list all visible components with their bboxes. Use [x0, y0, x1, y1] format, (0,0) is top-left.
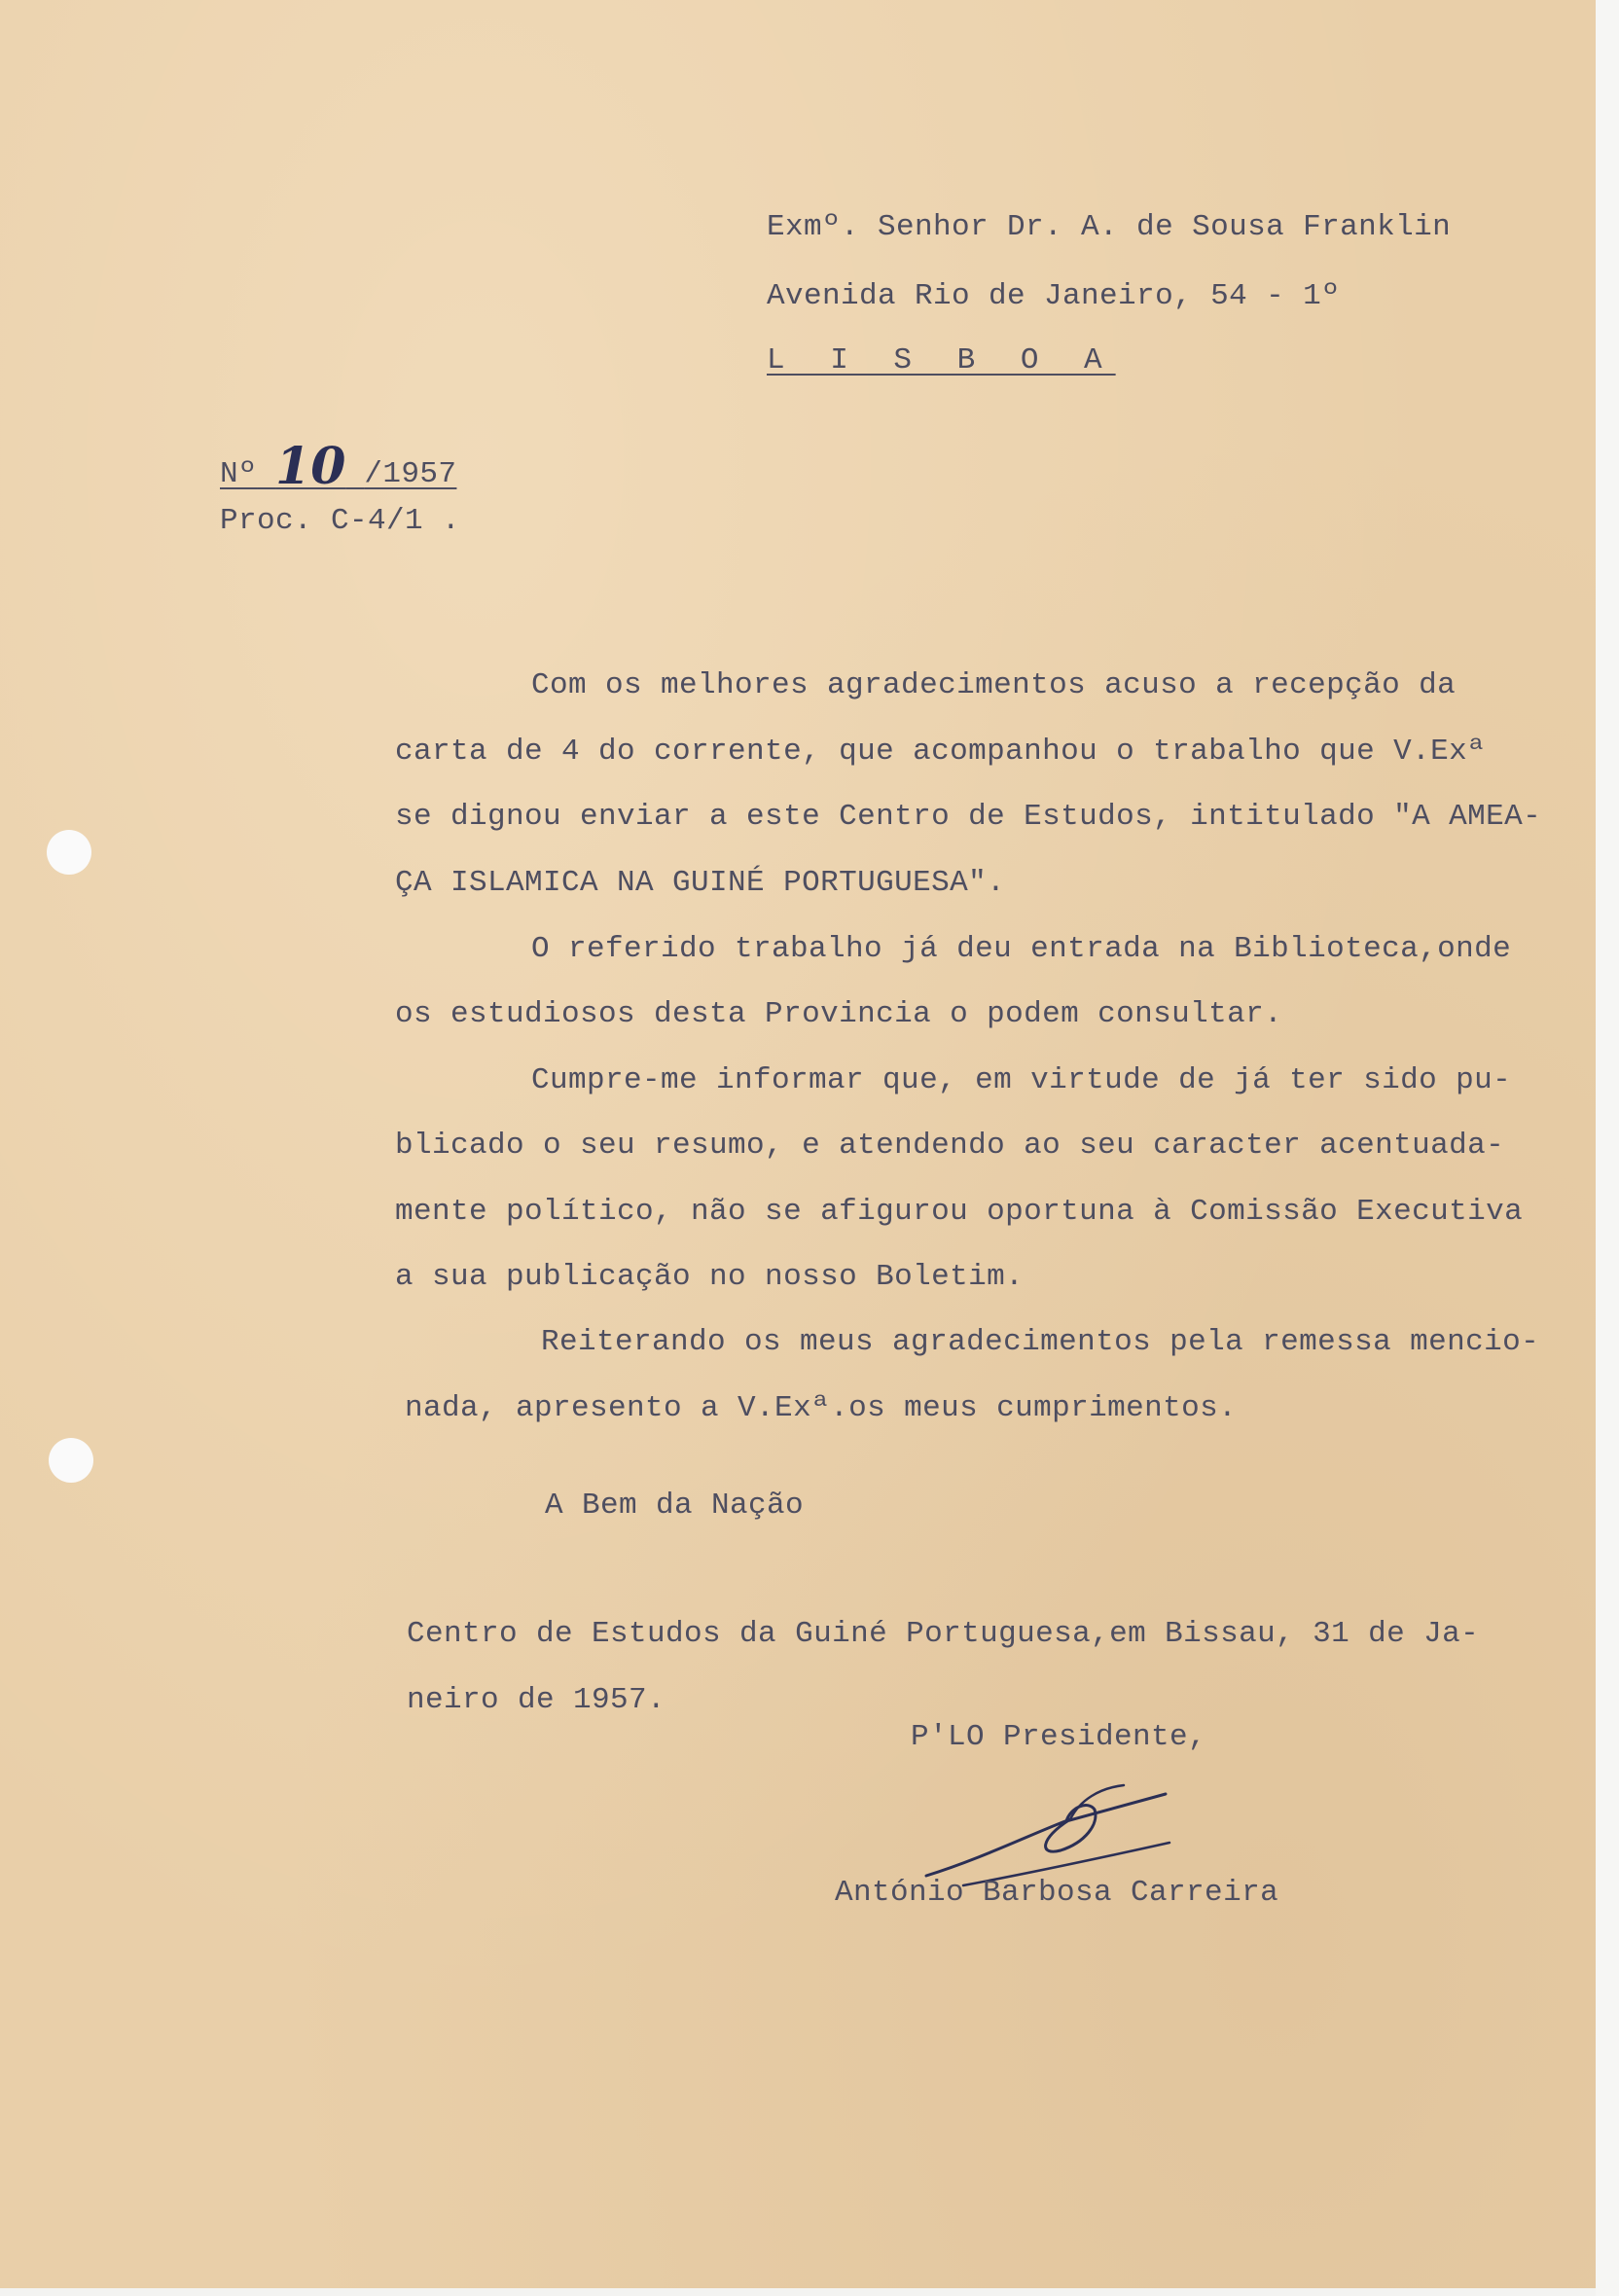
body-line: a sua publicação no nosso Boletim.: [395, 1260, 1025, 1294]
signatory-name: António Barbosa Carreira: [835, 1876, 1279, 1910]
body-line: O referido trabalho já deu entrada na Biblioteca,onde: [531, 932, 1512, 966]
recipient-city: L I S B O A: [767, 343, 1116, 377]
recipient-name: Exmº. Senhor Dr. A. de Sousa Franklin: [767, 210, 1452, 244]
reference-number-handwritten: 10: [275, 437, 346, 496]
body-line: se dignou enviar a este Centro de Estudos, intitulado "A AMEA-: [395, 800, 1542, 834]
scan-margin: [1596, 0, 1619, 2296]
proc-reference: Proc. C-4/1 .: [220, 504, 461, 538]
body-line: ÇA ISLAMICA NA GUINÉ PORTUGUESA".: [395, 866, 1006, 900]
body-line: carta de 4 do corrente, que acompanhou o trabalho que V.Exª: [395, 735, 1487, 769]
punch-hole-bottom: [49, 1438, 93, 1483]
reference-number-prefix: Nº: [220, 457, 258, 491]
body-line: blicado o seu resumo, e atendendo ao seu caracter acentuada-: [395, 1129, 1505, 1163]
recipient-address: Avenida Rio de Janeiro, 54 - 1º: [767, 279, 1341, 313]
by-line: P'LO Presidente,: [911, 1720, 1207, 1754]
reference-number-year: /1957: [364, 457, 457, 491]
body-line: Com os melhores agradecimentos acuso a recepção da: [531, 668, 1457, 702]
reference-number: [220, 435, 456, 494]
body-line: os estudiosos desta Provincia o podem consultar.: [395, 997, 1283, 1031]
place-date-line: neiro de 1957.: [407, 1683, 666, 1717]
handwritten-signature: [924, 1780, 1177, 1887]
body-line: Reiterando os meus agradecimentos pela remessa mencio-: [541, 1325, 1540, 1359]
body-line: mente político, não se afigurou oportuna à Comissão Executiva: [395, 1195, 1524, 1229]
place-date-line: Centro de Estudos da Guiné Portuguesa,em Bissau, 31 de Ja-: [407, 1617, 1480, 1651]
body-line: nada, apresento a V.Exª.os meus cumprimentos.: [405, 1391, 1238, 1425]
body-line: Cumpre-me informar que, em virtude de já ter sido pu-: [531, 1063, 1512, 1097]
punch-hole-top: [47, 830, 91, 875]
salutation: A Bem da Nação: [545, 1489, 805, 1523]
